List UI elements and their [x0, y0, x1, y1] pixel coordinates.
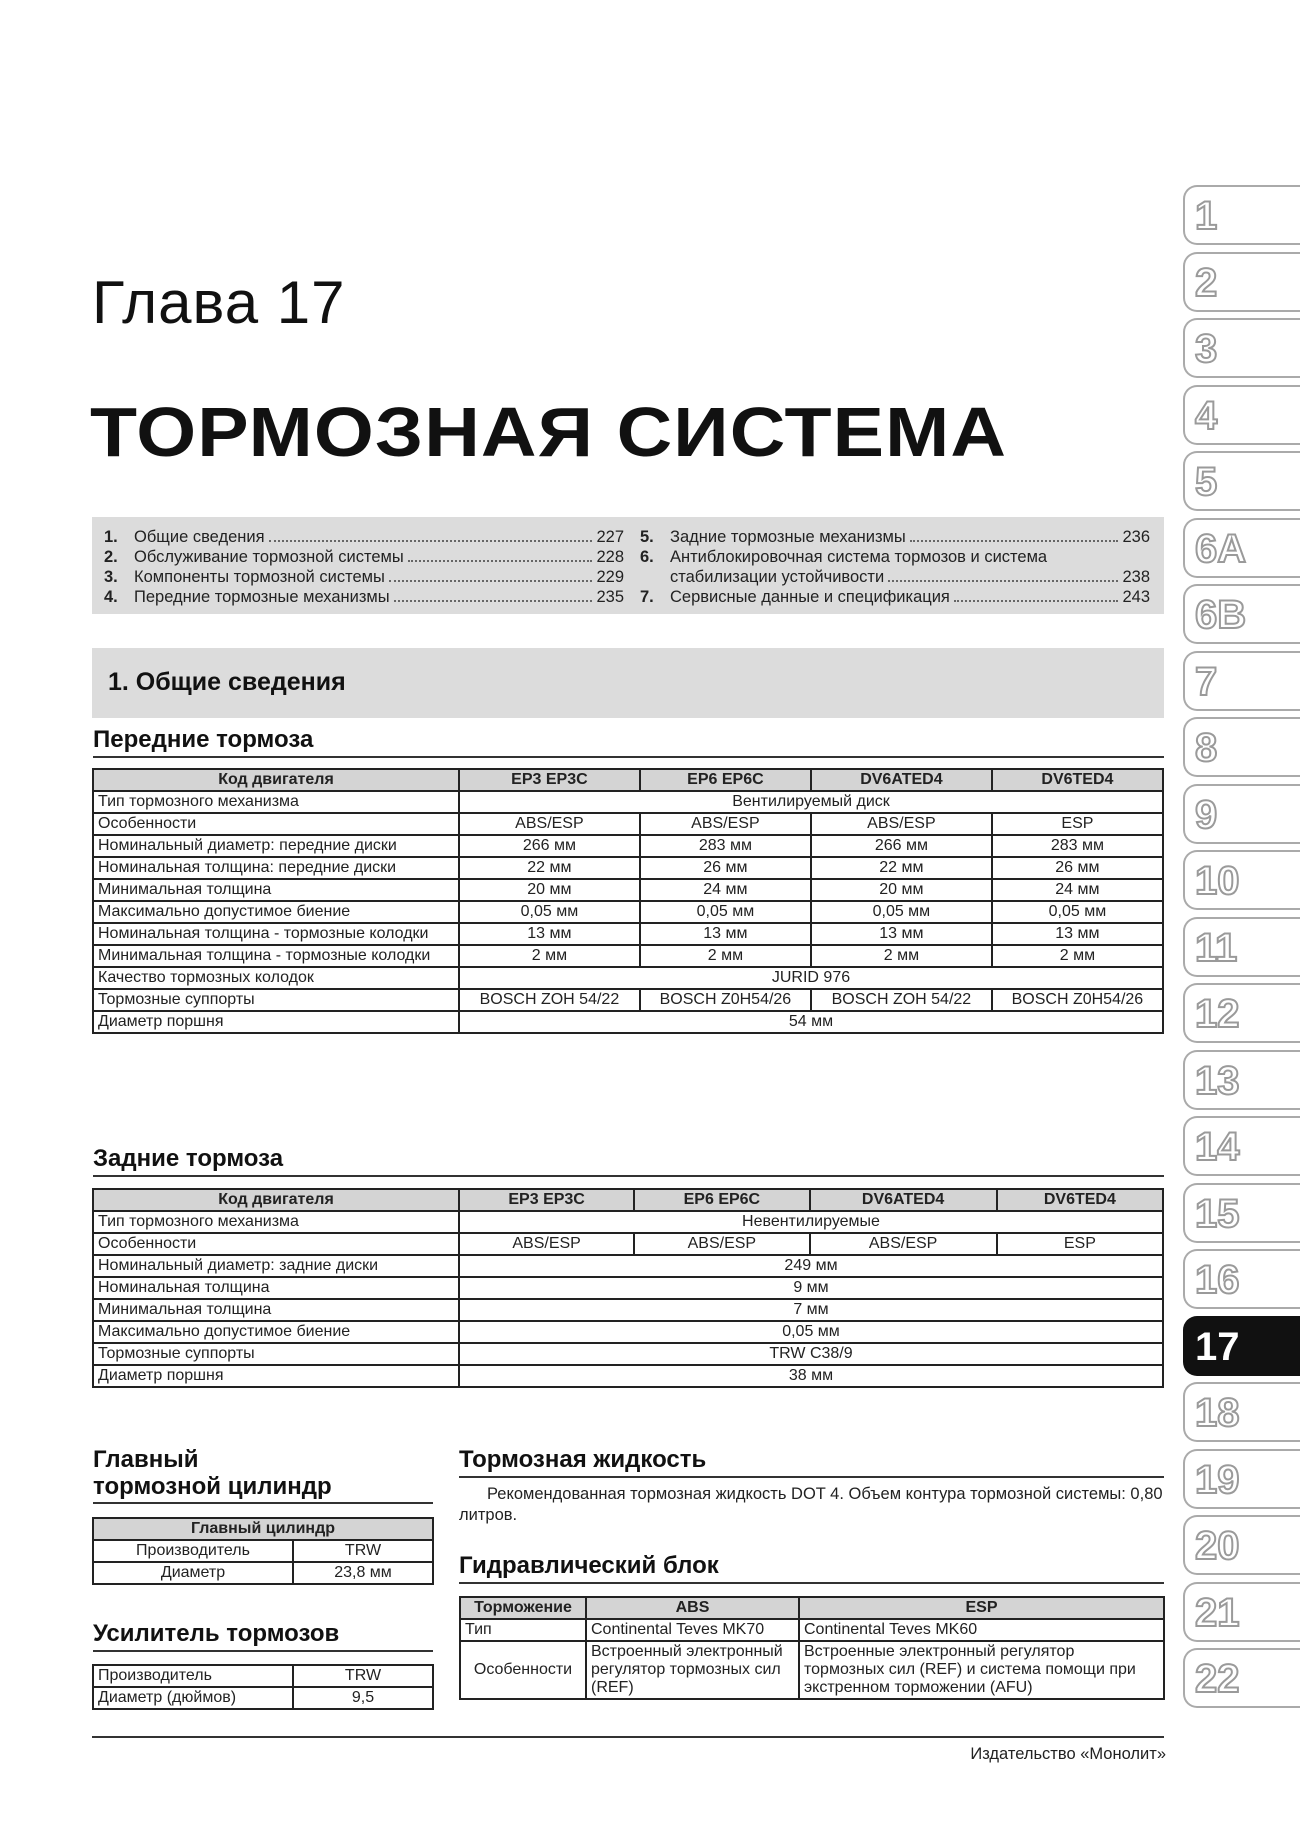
table-cell: 26 мм — [640, 857, 811, 879]
master-table-header: Главный цилиндр — [93, 1518, 433, 1540]
row-label: Производитель — [93, 1540, 293, 1562]
chapter-tab-22[interactable] — [1183, 1648, 1300, 1708]
column-header-engine: DV6TED4 — [992, 769, 1163, 791]
front-brakes-heading: Передние тормоза — [93, 726, 1164, 758]
chapter-tab-12[interactable] — [1183, 983, 1300, 1043]
column-header-engine: DV6TED4 — [997, 1189, 1163, 1211]
chapter-tab-label: 20 — [1195, 1524, 1240, 1568]
toc-entry-number: 1. — [104, 528, 118, 546]
table-cell: 20 мм — [459, 879, 640, 901]
toc-dot-leader — [269, 527, 593, 542]
table-cell: 24 мм — [640, 879, 811, 901]
column-header: ESP — [799, 1597, 1164, 1619]
row-label: Диаметр поршня — [93, 1365, 459, 1387]
toc-entry-number: 5. — [640, 528, 654, 546]
table-row — [93, 1011, 1163, 1033]
column-header: ABS — [586, 1597, 799, 1619]
brake-fluid-heading: Тормозная жидкость — [459, 1446, 1164, 1478]
toc-entry-title-cont: стабилизации устойчивости — [670, 568, 885, 586]
chapter-tab-6b[interactable] — [1183, 584, 1300, 644]
toc-dot-leader — [408, 547, 593, 562]
toc-entry-title: Обслуживание тормозной системы — [134, 548, 404, 566]
master-heading-line1: Главный — [93, 1446, 199, 1473]
row-label: Тип тормозного механизма — [93, 791, 459, 813]
table-cell: 283 мм — [640, 835, 811, 857]
chapter-tab-label: 10 — [1195, 859, 1240, 903]
toc-entry[interactable] — [104, 527, 624, 547]
toc-right-column — [640, 527, 1150, 607]
toc-dot-leader — [394, 587, 593, 602]
table-cell: BOSCH Z0H54/26 — [640, 989, 811, 1011]
table-cell: ABS/ESP — [459, 813, 640, 835]
chapter-tab-label: 12 — [1195, 992, 1240, 1036]
table-cell: 2 мм — [640, 945, 811, 967]
row-label: Номинальная толщина — [93, 1277, 459, 1299]
chapter-tab-10[interactable] — [1183, 850, 1300, 910]
table-row — [93, 1365, 1163, 1387]
chapter-tab-2[interactable] — [1183, 252, 1300, 312]
chapter-tab-11[interactable] — [1183, 917, 1300, 977]
chapter-tab-5[interactable] — [1183, 451, 1300, 511]
chapter-tab-label: 21 — [1195, 1590, 1240, 1635]
table-cell: ESP — [997, 1233, 1163, 1255]
toc-entry-page: 229 — [596, 568, 624, 586]
section-heading-band — [92, 648, 1164, 718]
table-cell: ABS/ESP — [459, 1233, 634, 1255]
hydraulic-block-table — [459, 1596, 1165, 1700]
chapter-tab-label: 7 — [1195, 659, 1218, 704]
row-label: Производитель — [93, 1665, 293, 1687]
row-label: Номинальный диаметр: передние диски — [93, 835, 459, 857]
chapter-tab-label: 17 — [1195, 1324, 1240, 1369]
table-row — [93, 857, 1163, 879]
row-label: Особенности — [93, 1233, 459, 1255]
toc-entry-title: Компоненты тормозной системы — [134, 568, 385, 586]
chapter-tab-15[interactable] — [1183, 1183, 1300, 1243]
table-row — [93, 1562, 433, 1584]
column-header-engine: EP6 EP6C — [640, 769, 811, 791]
table-cell: 2 мм — [811, 945, 992, 967]
table-cell: 22 мм — [811, 857, 992, 879]
toc-entry[interactable] — [640, 527, 1150, 547]
row-label: Диаметр (дюймов) — [93, 1687, 293, 1709]
toc-entry-number: 3. — [104, 568, 118, 586]
table-cell: 266 мм — [459, 835, 640, 857]
table-cell: BOSCH ZOH 54/22 — [811, 989, 992, 1011]
master-cylinder-heading — [93, 1446, 433, 1504]
toc-entry[interactable] — [640, 587, 1150, 607]
chapter-tab-19[interactable] — [1183, 1449, 1300, 1509]
chapter-tab-label: 8 — [1195, 726, 1218, 770]
chapter-tab-9[interactable] — [1183, 784, 1300, 844]
table-cell: Continental Teves MK60 — [799, 1619, 1164, 1641]
table-row — [93, 835, 1163, 857]
brake-booster-heading: Усилитель тормозов — [93, 1620, 433, 1652]
table-cell: BOSCH ZOH 54/22 — [459, 989, 640, 1011]
row-label: Максимально допустимое биение — [93, 901, 459, 923]
chapter-tab-4[interactable] — [1183, 385, 1300, 445]
toc-left-column — [104, 527, 624, 607]
table-cell-span: JURID 976 — [459, 967, 1163, 989]
toc-entry-number: 6. — [640, 548, 654, 566]
chapter-tab-16[interactable] — [1183, 1249, 1300, 1309]
section-title: 1. Общие сведения — [108, 668, 346, 696]
table-cell: 266 мм — [811, 835, 992, 857]
chapter-tab-20[interactable] — [1183, 1515, 1300, 1575]
chapter-tab-label: 22 — [1195, 1657, 1240, 1701]
table-cell: Continental Teves MK70 — [586, 1619, 799, 1641]
table-cell: 22 мм — [459, 857, 640, 879]
toc-entry-number: 2. — [104, 548, 118, 566]
column-header-engine: DV6ATED4 — [811, 769, 992, 791]
table-row — [460, 1619, 1164, 1641]
chapter-tab-label: 3 — [1195, 327, 1218, 371]
chapter-tab-label: 11 — [1195, 925, 1238, 970]
column-header-engine-code: Код двигателя — [93, 769, 459, 791]
table-cell-span: 38 мм — [459, 1365, 1163, 1387]
toc-entry-page: 238 — [1122, 568, 1150, 586]
row-label: Тип тормозного механизма — [93, 1211, 459, 1233]
chapter-tab-18[interactable] — [1183, 1382, 1300, 1442]
chapter-tab-3[interactable] — [1183, 318, 1300, 378]
column-header-engine: DV6ATED4 — [810, 1189, 997, 1211]
toc-entry[interactable] — [104, 587, 624, 607]
toc-dot-leader — [954, 587, 1119, 602]
toc-entry-title: Сервисные данные и спецификация — [670, 588, 950, 606]
table-cell: TRW — [293, 1540, 433, 1562]
publisher-footer: Издательство «Монолит» — [970, 1745, 1166, 1763]
row-label: Минимальная толщина — [93, 879, 459, 901]
table-row — [93, 791, 1163, 813]
brake-fluid-text: Рекомендованная тормозная жидкость DOT 4. Объем контура тормозной системы: 0,80 литров. — [459, 1485, 1163, 1524]
toc-entry-page: 243 — [1122, 588, 1150, 606]
toc-entry-title: Передние тормозные механизмы — [134, 588, 390, 606]
table-cell: 2 мм — [459, 945, 640, 967]
table-row — [93, 1211, 1163, 1233]
row-label: Номинальная толщина: передние диски — [93, 857, 459, 879]
chapter-tab-label: 1 — [1195, 194, 1218, 238]
chapter-label: Глава 17 — [92, 269, 346, 336]
row-label: Минимальная толщина - тормозные колодки — [93, 945, 459, 967]
table-cell: ABS/ESP — [811, 813, 992, 835]
footer-rule — [92, 1736, 1164, 1738]
chapter-tab-label: 6A — [1195, 526, 1247, 571]
table-cell-span: 249 мм — [459, 1255, 1163, 1277]
row-label: Тормозные суппорты — [93, 989, 459, 1011]
chapter-tab-1[interactable] — [1183, 185, 1300, 245]
toc-entry-page: 236 — [1122, 528, 1150, 546]
table-cell: 24 мм — [992, 879, 1163, 901]
table-row — [93, 901, 1163, 923]
chapter-tab-8[interactable] — [1183, 717, 1300, 777]
toc-dot-leader — [910, 527, 1119, 542]
toc-entry-number: 4. — [104, 588, 118, 606]
table-row — [93, 1687, 433, 1709]
rear-brakes-table — [92, 1188, 1164, 1388]
chapter-tab-label: 2 — [1195, 260, 1218, 305]
table-cell: ESP — [992, 813, 1163, 835]
table-row — [93, 1277, 1163, 1299]
chapter-tab-7[interactable] — [1183, 651, 1300, 711]
row-label: Диаметр поршня — [93, 1011, 459, 1033]
row-label: Качество тормозных колодок — [93, 967, 459, 989]
chapter-tab-label: 18 — [1195, 1391, 1240, 1435]
chapter-tab-label: 16 — [1195, 1258, 1240, 1302]
row-label: Минимальная толщина — [93, 1299, 459, 1321]
table-cell: 13 мм — [992, 923, 1163, 945]
table-cell-span: 0,05 мм — [459, 1321, 1163, 1343]
table-row — [93, 1343, 1163, 1365]
table-of-contents — [92, 517, 1164, 614]
toc-entry-title: Антиблокировочная система тормозов и система — [670, 548, 1048, 566]
table-row — [93, 923, 1163, 945]
master-heading-line2: тормозной цилиндр — [93, 1473, 332, 1500]
table-cell: ABS/ESP — [634, 1233, 809, 1255]
toc-entry[interactable] — [104, 567, 624, 587]
table-row — [93, 1540, 433, 1562]
table-row — [93, 989, 1163, 1011]
column-header-engine: EP3 EP3C — [459, 1189, 634, 1211]
table-cell-span: Вентилируемый диск — [459, 791, 1163, 813]
table-row — [93, 945, 1163, 967]
table-row — [93, 1665, 433, 1687]
row-label: Особенности — [460, 1641, 586, 1699]
table-cell: 23,8 мм — [293, 1562, 433, 1584]
chapter-tab-17[interactable] — [1183, 1316, 1300, 1376]
table-cell: 0,05 мм — [811, 901, 992, 923]
table-cell: 13 мм — [459, 923, 640, 945]
table-cell: 13 мм — [811, 923, 992, 945]
brake-booster-table — [92, 1664, 434, 1710]
table-cell: 20 мм — [811, 879, 992, 901]
chapter-tab-label: 5 — [1195, 460, 1218, 504]
chapter-tab-label: 19 — [1195, 1457, 1240, 1502]
table-cell-span: 54 мм — [459, 1011, 1163, 1033]
hydraulic-block-heading: Гидравлический блок — [459, 1552, 1164, 1584]
chapter-tab-label: 13 — [1195, 1058, 1240, 1103]
master-cylinder-table — [92, 1517, 434, 1585]
toc-entry-page: 235 — [596, 588, 624, 606]
chapter-tab-label: 6B — [1195, 593, 1247, 637]
table-cell: ABS/ESP — [810, 1233, 997, 1255]
column-header-engine: EP6 EP6C — [634, 1189, 809, 1211]
table-row — [93, 813, 1163, 835]
row-label: Максимально допустимое биение — [93, 1321, 459, 1343]
table-cell: ABS/ESP — [640, 813, 811, 835]
toc-dot-leader — [888, 567, 1118, 582]
toc-dot-leader — [389, 567, 593, 582]
table-cell: 2 мм — [992, 945, 1163, 967]
table-row — [93, 1255, 1163, 1277]
column-header: Торможение — [460, 1597, 586, 1619]
table-row — [93, 1233, 1163, 1255]
table-row — [93, 1321, 1163, 1343]
table-row — [93, 879, 1163, 901]
toc-entry-title: Общие сведения — [134, 528, 265, 546]
table-cell: Встроенный электронный регулятор тормозных сил (REF) — [586, 1641, 799, 1699]
table-cell: 13 мм — [640, 923, 811, 945]
column-header-engine: EP3 EP3C — [459, 769, 640, 791]
row-label: Номинальный диаметр: задние диски — [93, 1255, 459, 1277]
chapter-tab-label: 9 — [1195, 792, 1218, 837]
column-header-engine-code: Код двигателя — [93, 1189, 459, 1211]
chapter-tab-14[interactable] — [1183, 1116, 1300, 1176]
row-label: Тип — [460, 1619, 586, 1641]
row-label: Номинальная толщина - тормозные колодки — [93, 923, 459, 945]
table-cell-span: 7 мм — [459, 1299, 1163, 1321]
table-cell-span: TRW C38/9 — [459, 1343, 1163, 1365]
toc-entry-number: 7. — [640, 588, 654, 606]
chapter-tab-13[interactable] — [1183, 1050, 1300, 1110]
chapter-tab-21[interactable] — [1183, 1582, 1300, 1642]
table-row — [93, 1299, 1163, 1321]
row-label: Особенности — [93, 813, 459, 835]
row-label: Диаметр — [93, 1562, 293, 1584]
table-cell: 0,05 мм — [992, 901, 1163, 923]
table-cell: 26 мм — [992, 857, 1163, 879]
chapter-tabs — [1183, 185, 1300, 1715]
table-cell: TRW — [293, 1665, 433, 1687]
toc-entry[interactable] — [640, 547, 1150, 567]
toc-entry-title: Задние тормозные механизмы — [670, 528, 906, 546]
chapter-tab-label: 4 — [1195, 393, 1218, 438]
chapter-title: ТОРМОЗНАЯ СИСТЕМА — [90, 393, 1008, 471]
row-label: Тормозные суппорты — [93, 1343, 459, 1365]
table-cell-span: Невентилируемые — [459, 1211, 1163, 1233]
toc-entry-page: 227 — [596, 528, 624, 546]
chapter-tab-6a[interactable] — [1183, 518, 1300, 578]
chapter-tab-label: 15 — [1195, 1191, 1240, 1236]
table-row — [93, 967, 1163, 989]
toc-entry[interactable] — [104, 547, 624, 567]
table-cell: 283 мм — [992, 835, 1163, 857]
toc-entry-continuation — [640, 567, 1150, 587]
table-cell: BOSCH Z0H54/26 — [992, 989, 1163, 1011]
rear-brakes-heading: Задние тормоза — [93, 1145, 1164, 1177]
table-row — [460, 1641, 1164, 1699]
front-brakes-table — [92, 768, 1164, 1034]
chapter-tab-label: 14 — [1195, 1125, 1240, 1169]
table-cell-span: 9 мм — [459, 1277, 1163, 1299]
table-cell: 9,5 — [293, 1687, 433, 1709]
table-cell: Встроенные электронный регулятор тормозных сил (REF) и система помощи при экстренном торможении (AFU) — [799, 1641, 1164, 1699]
table-cell: 0,05 мм — [640, 901, 811, 923]
table-cell: 0,05 мм — [459, 901, 640, 923]
toc-entry-page: 228 — [596, 548, 624, 566]
